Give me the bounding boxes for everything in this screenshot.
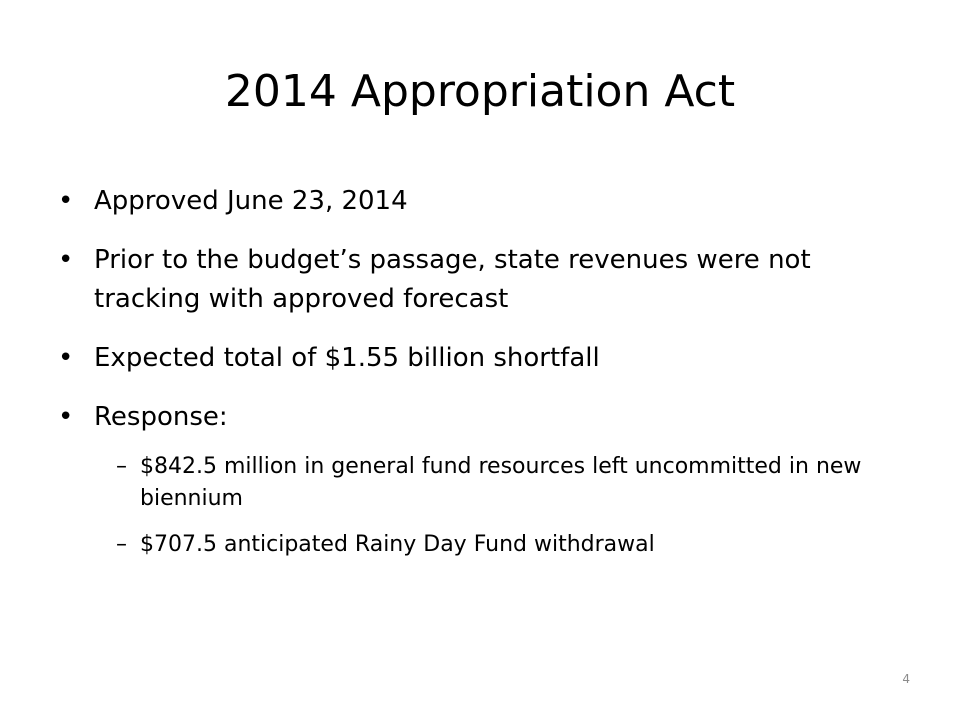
bullet-text: Approved June 23, 2014 bbox=[94, 186, 408, 216]
page-number: 4 bbox=[902, 672, 910, 686]
bullet-icon: • bbox=[58, 402, 74, 432]
sub-bullet-text: $842.5 million in general fund resources left uncommitted in new biennium bbox=[140, 454, 862, 511]
sub-bullet-list bbox=[58, 451, 888, 561]
bullet-item bbox=[58, 241, 888, 319]
bullet-item bbox=[58, 398, 888, 437]
bullet-text: Response: bbox=[94, 402, 228, 432]
dash-icon: – bbox=[116, 454, 127, 479]
sub-bullet-text: $707.5 anticipated Rainy Day Fund withdrawal bbox=[140, 532, 655, 557]
bullet-icon: • bbox=[58, 343, 74, 373]
sub-bullet-item bbox=[58, 451, 888, 515]
bullet-item bbox=[58, 339, 888, 378]
slide-title: 2014 Appropriation Act bbox=[224, 66, 736, 117]
slide-body bbox=[58, 182, 888, 575]
bullet-icon: • bbox=[58, 186, 74, 216]
bullet-item bbox=[58, 182, 888, 221]
sub-bullet-item bbox=[58, 529, 888, 561]
bullet-text: Expected total of $1.55 billion shortfall bbox=[94, 343, 600, 373]
dash-icon: – bbox=[116, 532, 127, 557]
bullet-text: Prior to the budget’s passage, state revenues were not tracking with approved forecast bbox=[94, 245, 811, 314]
bullet-icon: • bbox=[58, 245, 74, 275]
